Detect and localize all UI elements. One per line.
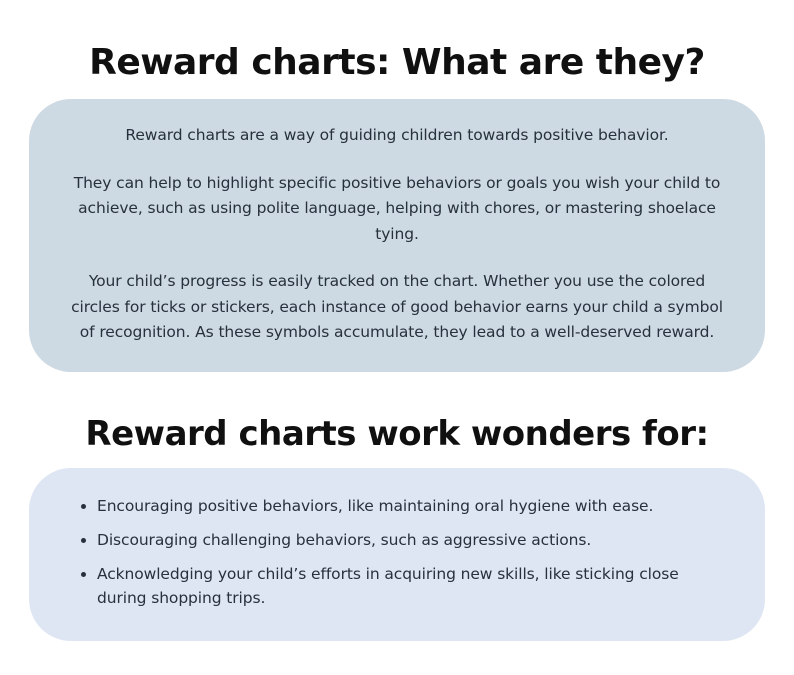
work-wonders-title: Reward charts work wonders for: bbox=[85, 413, 709, 454]
bullet-discouraging: • Discouraging challenging behaviors, such as aggressive actions. bbox=[97, 528, 721, 553]
what-are-they-card bbox=[29, 99, 765, 372]
intro-paragraph: Reward charts are a way of guiding children towards positive behavior. bbox=[125, 126, 669, 144]
what-are-they-title: Reward charts: What are they? bbox=[89, 42, 705, 83]
work-wonders-card bbox=[29, 468, 765, 641]
bullet-encouraging: • Encouraging positive behaviors, like maintaining oral hygiene with ease. bbox=[97, 494, 721, 519]
bullet-acknowledging: • Acknowledging your child’s efforts in acquiring new skills, like sticking close during shopping trips. bbox=[97, 562, 721, 612]
highlight-behaviors-paragraph: They can help to highlight specific positive behaviors or goals you wish your child to achieve, such as using polite language, helping with chores, or mastering shoelace tying. bbox=[73, 173, 721, 243]
progress-tracking-paragraph: Your child’s progress is easily tracked on the chart. Whether you use the colored circles for ticks or stickers, each instance of good behavior earns your child a symbol of recognition. As these symbols accumulate, they lead to a well-deserved reward. bbox=[71, 272, 723, 342]
wonders-bullet-list bbox=[65, 494, 721, 611]
